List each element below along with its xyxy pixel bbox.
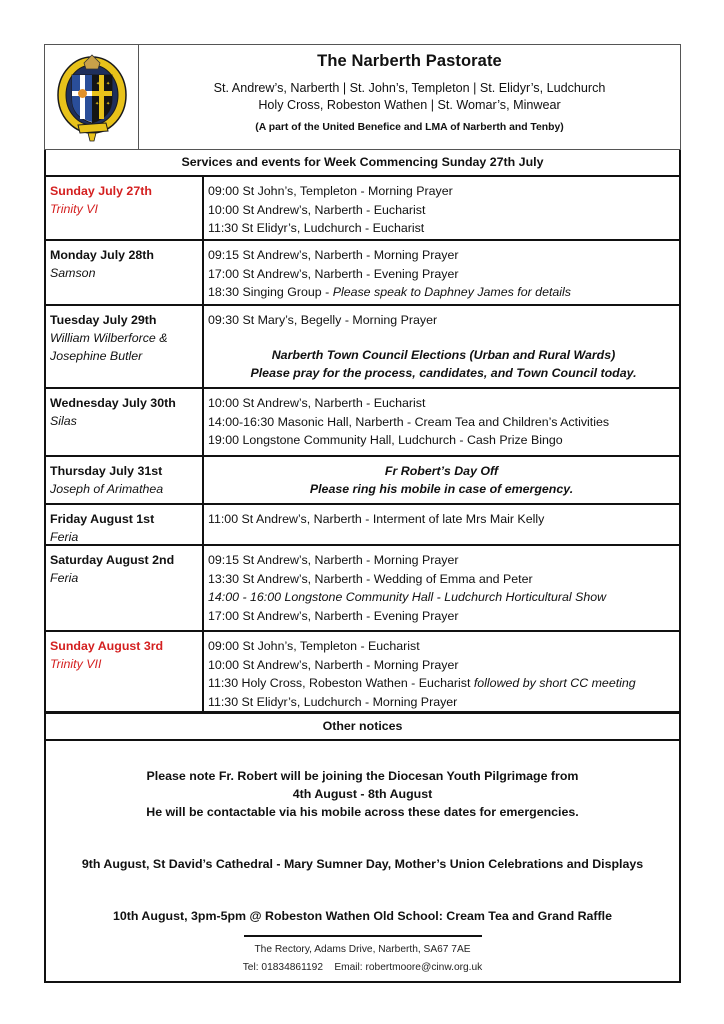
event-item: 13:30 St Andrew’s, Narberth - Wedding of Emma and Peter — [208, 571, 533, 586]
tel-label: Tel: — [242, 962, 259, 973]
logo-cell — [45, 45, 139, 149]
day-name: Wednesday July 30th — [50, 396, 176, 410]
event-item: 17:00 St Andrew’s, Narberth - Evening Prayer — [208, 266, 459, 281]
day-name: Friday August 1st — [50, 512, 155, 526]
day-name: Sunday August 3rd — [50, 639, 164, 653]
feast-name: Feria — [50, 571, 79, 585]
event-item: 10:00 St Andrew’s, Narberth - Morning Prayer — [208, 657, 459, 672]
svg-text:✦: ✦ — [105, 101, 110, 107]
feast-name: Trinity VII — [50, 657, 102, 671]
event-item: 11:30 St Elidyr’s, Ludchurch - Eucharist — [208, 221, 425, 235]
event-item: 11:00 St Andrew’s, Narberth - Interment of late Mrs Mair Kelly — [208, 512, 545, 526]
mary-sumner-notice: 9th August, St David’s Cathedral - Mary Sumner Day, Mother’s Union Celebrations and Displays — [81, 857, 644, 871]
event-item: 10:00 St Andrew’s, Narberth - Eucharist — [208, 396, 426, 410]
day-row-monday-july-28 — [46, 241, 679, 306]
pilgrimage-line-3: He will be contactable via his mobile across these dates for emergencies. — [146, 805, 579, 819]
day-name: Sunday July 27th — [50, 184, 152, 198]
day-name: Saturday August 2nd — [50, 553, 175, 567]
tel-number[interactable]: 01834861192 — [261, 962, 323, 973]
day-cell — [46, 457, 204, 503]
day-name: Tuesday July 29th — [50, 313, 157, 327]
notices-heading: Other notices — [46, 713, 679, 741]
feast-name: William Wilberforce & — [50, 331, 168, 345]
day-row-friday-august-1 — [46, 505, 679, 546]
event-item: 11:30 St Elidyr’s, Ludchurch - Morning Prayer — [208, 694, 458, 709]
elections-prayer-note: Please pray for the process, candidates, and Town Council today. — [250, 365, 637, 380]
day-cell — [46, 632, 204, 711]
event-item — [208, 283, 679, 302]
event-item: 10:00 St Andrew’s, Narberth - Eucharist — [208, 202, 426, 217]
events-cell — [204, 177, 679, 239]
day-cell — [46, 306, 204, 387]
elections-note: Narberth Town Council Elections (Urban and Rural Wards) — [271, 347, 616, 362]
event-item: 09:15 St Andrew’s, Narberth - Morning Prayer — [208, 553, 459, 567]
feast-name: Feria — [50, 530, 79, 544]
title-cell — [139, 45, 680, 149]
svg-text:✦: ✦ — [105, 81, 110, 87]
feast-name: Josephine Butler — [50, 349, 143, 363]
event-note: followed by short CC meeting — [473, 676, 636, 690]
header-box — [44, 44, 681, 150]
day-row-sunday-august-3 — [46, 632, 679, 713]
event-item: 19:00 Longstone Community Hall, Ludchurch - Cash Prize Bingo — [208, 433, 563, 447]
event-item: 09:30 St Mary’s, Begelly - Morning Prayer — [208, 313, 438, 327]
day-row-wednesday-july-30 — [46, 389, 679, 457]
pilgrimage-dates: 4th August - 8th August — [292, 787, 433, 801]
feast-name: Silas — [50, 414, 77, 428]
day-name: Monday July 28th — [50, 248, 154, 262]
events-cell — [204, 632, 679, 711]
schedule-table — [44, 150, 681, 741]
pilgrimage-line-1: Please note Fr. Robert will be joining the Diocesan Youth Pilgrimage from — [146, 769, 579, 783]
feast-name: Samson — [50, 266, 96, 280]
schedule-heading: Services and events for Week Commencing Sunday 27th July — [46, 150, 679, 177]
event-item: 17:00 St Andrew’s, Narberth - Evening Prayer — [208, 608, 459, 623]
day-name: Thursday July 31st — [50, 464, 163, 478]
day-cell — [46, 505, 204, 544]
church-crest-icon — [54, 51, 130, 143]
event-note: Please speak to Daphney James for details — [332, 285, 571, 299]
events-cell — [204, 306, 679, 387]
event-item: 14:00-16:30 Masonic Hall, Narberth - Cream Tea and Children’s Activities — [208, 414, 610, 429]
event-text: 18:30 Singing Group - — [208, 285, 333, 299]
event-item — [208, 674, 679, 693]
day-row-sunday-july-27 — [46, 177, 679, 241]
day-row-tuesday-july-29 — [46, 306, 679, 389]
event-item: 14:00 - 16:00 Longstone Community Hall - Ludchurch Horticultural Show — [208, 590, 607, 604]
day-cell — [46, 546, 204, 630]
event-item: 09:15 St Andrew’s, Narberth - Morning Prayer — [208, 248, 459, 262]
day-row-thursday-july-31 — [46, 457, 679, 505]
email-label: Email: — [334, 962, 363, 973]
benefice-note: (A part of the United Benefice and LMA of Narberth and Tenby) — [255, 122, 564, 133]
events-cell — [204, 241, 679, 304]
event-item: 09:00 St John’s, Templeton - Morning Prayer — [208, 184, 453, 198]
day-cell — [46, 177, 204, 239]
newsletter-page — [44, 44, 681, 983]
churches-line-2: Holy Cross, Robeston Wathen | St. Womar’s, Minwear — [258, 98, 561, 112]
day-cell — [46, 389, 204, 455]
email-address[interactable]: robertmoore@cinw.org.uk — [365, 962, 483, 973]
cream-tea-notice: 10th August, 3pm-5pm @ Robeston Wathen Old School: Cream Tea and Grand Raffle — [112, 909, 613, 923]
event-item: 09:00 St John’s, Templeton - Eucharist — [208, 639, 420, 653]
svg-text:✦: ✦ — [95, 81, 100, 87]
emergency-note: Please ring his mobile in case of emergency. — [309, 482, 574, 496]
events-cell — [204, 546, 679, 630]
footer-contact — [46, 959, 679, 977]
pilgrimage-notice — [46, 767, 679, 821]
events-cell — [204, 389, 679, 455]
page-title: The Narberth Pastorate — [317, 52, 502, 70]
feast-name: Joseph of Arimathea — [50, 482, 164, 496]
events-cell — [204, 505, 679, 544]
day-cell — [46, 241, 204, 304]
notices-box — [44, 741, 681, 983]
churches-line-1: St. Andrew’s, Narberth | St. John’s, Templeton | St. Elidyr’s, Ludchurch — [213, 81, 606, 95]
day-row-saturday-august-2 — [46, 546, 679, 632]
svg-text:✦: ✦ — [94, 101, 99, 107]
day-off-note: Fr Robert’s Day Off — [384, 464, 499, 478]
feast-name: Trinity VI — [50, 202, 98, 216]
event-text: 11:30 Holy Cross, Robeston Wathen - Eucharist — [208, 676, 474, 690]
footer-address: The Rectory, Adams Drive, Narberth, SA67 7AE — [254, 944, 471, 955]
events-cell — [204, 457, 679, 503]
